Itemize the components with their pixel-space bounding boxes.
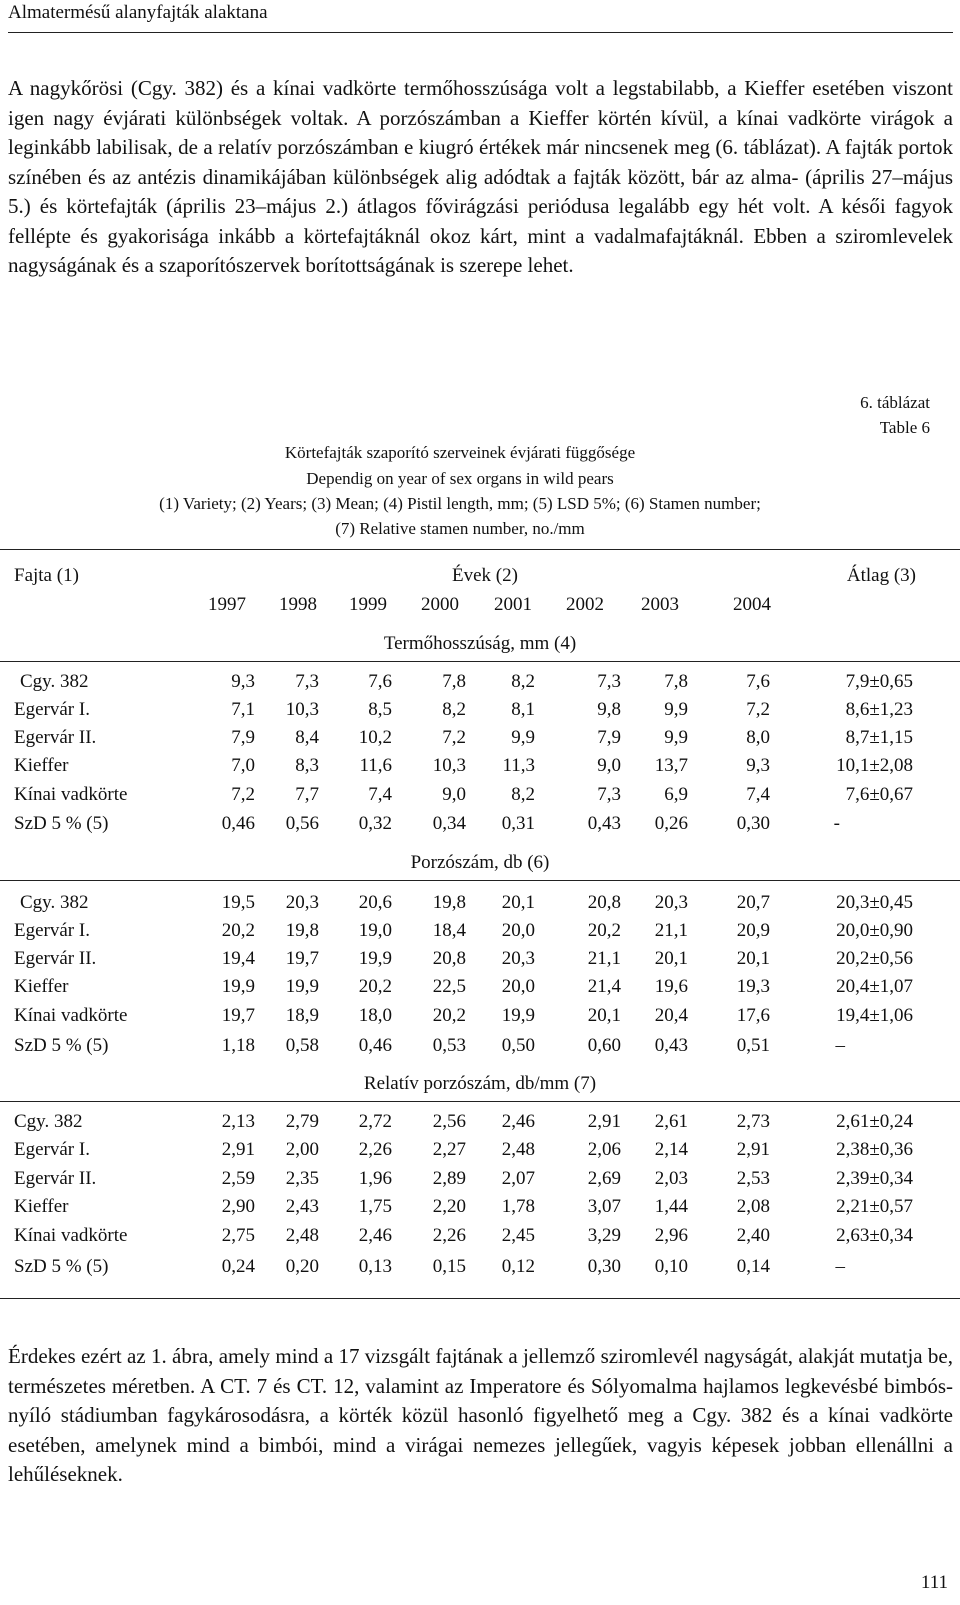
table-cell: 7,9 bbox=[597, 727, 621, 748]
table-cell: 9,9 bbox=[664, 699, 688, 720]
table-cell: 7,3 bbox=[597, 671, 621, 692]
row-label: Kieffer bbox=[14, 976, 69, 997]
table-cell: 3,29 bbox=[587, 1225, 621, 1246]
mean-cell: 19,4±1,06 bbox=[836, 1005, 913, 1026]
table-cell: 2,07 bbox=[501, 1168, 535, 1189]
year-header: 2004 bbox=[733, 594, 771, 615]
table-cell: 11,3 bbox=[502, 755, 535, 776]
table-cell: 20,9 bbox=[736, 920, 770, 941]
table-cell: 18,9 bbox=[285, 1005, 319, 1026]
table-cell: 2,26 bbox=[358, 1139, 392, 1160]
mean-cell: 8,7±1,15 bbox=[845, 727, 913, 748]
table-cell: 20,6 bbox=[358, 892, 392, 913]
table-cell: 6,9 bbox=[664, 784, 688, 805]
table-cell: 0,10 bbox=[654, 1256, 688, 1277]
row-label: Egervár II. bbox=[14, 1168, 97, 1189]
page-number: 111 bbox=[920, 1572, 948, 1593]
table-cell: 9,3 bbox=[746, 755, 770, 776]
table-cell: 9,0 bbox=[597, 755, 621, 776]
table-cell: 13,7 bbox=[654, 755, 688, 776]
table-cell: 2,46 bbox=[358, 1225, 392, 1246]
table-cell: 20,1 bbox=[587, 1005, 621, 1026]
table-cell: 20,2 bbox=[587, 920, 621, 941]
table-cell: 19,8 bbox=[432, 892, 466, 913]
row-label: Kieffer bbox=[14, 1196, 69, 1217]
table-cell: 8,4 bbox=[295, 727, 319, 748]
table-cell: 7,9 bbox=[231, 727, 255, 748]
table-cell: 7,1 bbox=[231, 699, 255, 720]
table-cell: 19,7 bbox=[221, 1005, 255, 1026]
table-cell: 1,78 bbox=[501, 1196, 535, 1217]
table-cell: 2,69 bbox=[587, 1168, 621, 1189]
table-cell: 1,75 bbox=[358, 1196, 392, 1217]
year-header: 2002 bbox=[566, 594, 604, 615]
table-cell: 0,15 bbox=[432, 1256, 466, 1277]
table-cell: 2,90 bbox=[221, 1196, 255, 1217]
table-cell: 2,56 bbox=[432, 1111, 466, 1132]
row-label: SzD 5 % (5) bbox=[14, 1256, 109, 1277]
table-cell: 8,1 bbox=[511, 699, 535, 720]
table-cell: 2,45 bbox=[501, 1225, 535, 1246]
table-cell: 2,26 bbox=[432, 1225, 466, 1246]
row-label: Egervár I. bbox=[14, 699, 90, 720]
mean-cell: 7,6±0,67 bbox=[845, 784, 913, 805]
table-cell: 7,2 bbox=[231, 784, 255, 805]
table-cell: 9,9 bbox=[511, 727, 535, 748]
table-cell: 2,72 bbox=[358, 1111, 392, 1132]
mean-cell: 2,39±0,34 bbox=[836, 1168, 913, 1189]
table-cell: 2,75 bbox=[221, 1225, 255, 1246]
table-bottom-rule bbox=[0, 1298, 960, 1299]
table-cell: 19,9 bbox=[358, 948, 392, 969]
table-cell: 0,20 bbox=[285, 1256, 319, 1277]
table-cell: 20,0 bbox=[501, 976, 535, 997]
table-cell: 0,53 bbox=[432, 1035, 466, 1056]
mean-cell: 20,4±1,07 bbox=[836, 976, 913, 997]
table-cell: 8,5 bbox=[368, 699, 392, 720]
table-cell: 2,40 bbox=[736, 1225, 770, 1246]
table-cell: 20,4 bbox=[654, 1005, 688, 1026]
row-label: SzD 5 % (5) bbox=[14, 813, 109, 834]
table-cell: 7,6 bbox=[746, 671, 770, 692]
table-cell: 2,96 bbox=[654, 1225, 688, 1246]
table-cell: 9,0 bbox=[442, 784, 466, 805]
table-cell: 0,60 bbox=[587, 1035, 621, 1056]
table-cell: 2,20 bbox=[432, 1196, 466, 1217]
table-cell: 1,18 bbox=[221, 1035, 255, 1056]
mean-cell: 20,0±0,90 bbox=[836, 920, 913, 941]
table-cell: 2,91 bbox=[221, 1139, 255, 1160]
table-cell: 2,00 bbox=[285, 1139, 319, 1160]
table-cell: 0,51 bbox=[736, 1035, 770, 1056]
table-cell: 0,14 bbox=[736, 1256, 770, 1277]
table-cell: 21,4 bbox=[587, 976, 621, 997]
table-cell: 2,91 bbox=[736, 1139, 770, 1160]
table-cell: 19,9 bbox=[285, 976, 319, 997]
table-cell: 0,50 bbox=[501, 1035, 535, 1056]
mean-cell: 20,2±0,56 bbox=[836, 948, 913, 969]
table-title-hu: Körtefajták szaporító szerveinek évjárati függősége bbox=[284, 443, 636, 462]
table-cell: 2,06 bbox=[587, 1139, 621, 1160]
table-cell: 2,61 bbox=[654, 1111, 688, 1132]
table-cell: 20,3 bbox=[654, 892, 688, 913]
table-cell: 0,56 bbox=[285, 813, 319, 834]
mean-cell: 2,21±0,57 bbox=[836, 1196, 913, 1217]
table-label-hu: 6. táblázat bbox=[860, 393, 930, 412]
table-cell: 8,2 bbox=[442, 699, 466, 720]
table-cell: 8,2 bbox=[511, 671, 535, 692]
table-cell: 8,2 bbox=[511, 784, 535, 805]
table-cell: 7,4 bbox=[746, 784, 770, 805]
year-header: 1999 bbox=[349, 594, 387, 615]
table-cell: 0,30 bbox=[587, 1256, 621, 1277]
table-cell: 2,43 bbox=[285, 1196, 319, 1217]
table-cell: 7,8 bbox=[442, 671, 466, 692]
paragraph-intro: A nagykőrösi (Cgy. 382) és a kínai vadkörte termőhosszúsága volt a legstabilabb, a Kieffer esetében viszont igen nagy évjárati különbségek voltak. A porzószámban a Kieffer körtén kívül, a kínai vadkörte virágok a leginkább labilisak, de a relatív porzószámban e kiugró értékek már nincsenek meg (6. táblázat). A fajták portok színében és az antézis dinamikájában különbségek alig adódtak a fajták között, bár az alma- (április 27–május 5.) és körtefajták (április 23–május 2.) átlagos fővirágzási periódusa legalább egy hét volt. A késői fagyok fellépte és gyakorisága inkább a körtefajtáknál okoz kárt, mint a vadalmafajtáknál. Ebben a sziromlevelek nagyságának és a szaporítószervek borítottságának is szerepe lehet. bbox=[8, 76, 953, 277]
table-cell: 0,46 bbox=[221, 813, 255, 834]
mean-cell: – bbox=[835, 1035, 845, 1056]
table-cell: 0,26 bbox=[654, 813, 688, 834]
table-cell: 19,7 bbox=[285, 948, 319, 969]
table-cell: 7,3 bbox=[295, 671, 319, 692]
row-label: Cgy. 382 bbox=[20, 892, 89, 913]
paragraph-closing: Érdekes ezért az 1. ábra, amely mind a 17 vizsgált fajtának a jellemző sziromlevél nagyságát, alakját mutatja be, természetes méretben. A CT. 7 és CT. 12, valamint az Imperatore és Sólyomalma hajlamos legkevésbé bimbós-nyíló stádiumban fagykárosodásra, a körték közül hasonló figyelhető meg a Cgy. 382 és a kínai vadkörte esetében, amelynek mind a bimbói, mind a virágai nemezes jellegűek, vagyis képesek jobban ellenállni a lehűléseknek. bbox=[8, 1344, 953, 1486]
year-header: 2001 bbox=[494, 594, 532, 615]
table-cell: 20,8 bbox=[587, 892, 621, 913]
section-title: Porzószám, db (6) bbox=[410, 852, 550, 873]
table-legend-line-2: (7) Relative stamen number, no./mm bbox=[335, 519, 585, 538]
table-cell: 0,13 bbox=[358, 1256, 392, 1277]
mean-cell: 20,3±0,45 bbox=[836, 892, 913, 913]
row-label: Egervár II. bbox=[14, 948, 97, 969]
row-label: Egervár I. bbox=[14, 1139, 90, 1160]
table-cell: 8,3 bbox=[295, 755, 319, 776]
table-cell: 11,6 bbox=[359, 755, 392, 776]
table-cell: 3,07 bbox=[587, 1196, 621, 1217]
table-cell: 20,1 bbox=[501, 892, 535, 913]
table-cell: 2,48 bbox=[501, 1139, 535, 1160]
row-label: Kínai vadkörte bbox=[14, 1225, 128, 1246]
table-cell: 17,6 bbox=[736, 1005, 770, 1026]
table-cell: 2,59 bbox=[221, 1168, 255, 1189]
col-header-mean: Átlag (3) bbox=[846, 565, 916, 586]
mean-cell: 2,61±0,24 bbox=[836, 1111, 913, 1132]
year-header: 2000 bbox=[421, 594, 459, 615]
table-cell: 2,27 bbox=[432, 1139, 466, 1160]
table-label-en: Table 6 bbox=[879, 418, 930, 437]
row-label: Kieffer bbox=[14, 755, 69, 776]
section-rule bbox=[0, 880, 960, 881]
table-cell: 18,4 bbox=[432, 920, 466, 941]
row-label: Kínai vadkörte bbox=[14, 784, 128, 805]
table-cell: 0,31 bbox=[501, 813, 535, 834]
table-cell: 0,43 bbox=[654, 1035, 688, 1056]
table-cell: 21,1 bbox=[654, 920, 688, 941]
table-cell: 20,2 bbox=[221, 920, 255, 941]
table-cell: 2,53 bbox=[736, 1168, 770, 1189]
table-cell: 18,0 bbox=[358, 1005, 392, 1026]
table-cell: 19,5 bbox=[221, 892, 255, 913]
table-cell: 7,7 bbox=[295, 784, 319, 805]
table-cell: 19,9 bbox=[221, 976, 255, 997]
table-cell: 9,9 bbox=[664, 727, 688, 748]
table-cell: 7,4 bbox=[368, 784, 392, 805]
table-cell: 22,5 bbox=[432, 976, 466, 997]
table-cell: 2,48 bbox=[285, 1225, 319, 1246]
mean-cell: 2,63±0,34 bbox=[836, 1225, 913, 1246]
mean-cell: 2,38±0,36 bbox=[836, 1139, 913, 1160]
table-cell: 0,30 bbox=[736, 813, 770, 834]
mean-cell: - bbox=[833, 813, 840, 834]
table-cell: 2,08 bbox=[736, 1196, 770, 1217]
table-cell: 19,3 bbox=[736, 976, 770, 997]
section-title: Relatív porzószám, db/mm (7) bbox=[363, 1073, 597, 1094]
table-cell: 20,0 bbox=[501, 920, 535, 941]
table-cell: 2,14 bbox=[654, 1139, 688, 1160]
table-cell: 2,13 bbox=[221, 1111, 255, 1132]
table-cell: 7,0 bbox=[231, 755, 255, 776]
mean-cell: – bbox=[835, 1256, 845, 1277]
table-cell: 0,34 bbox=[432, 813, 466, 834]
table-cell: 2,91 bbox=[587, 1111, 621, 1132]
table-cell: 7,6 bbox=[368, 671, 392, 692]
table-cell: 10,3 bbox=[432, 755, 466, 776]
table-cell: 1,44 bbox=[654, 1196, 688, 1217]
year-header: 1997 bbox=[208, 594, 246, 615]
table-cell: 19,9 bbox=[501, 1005, 535, 1026]
mean-cell: 7,9±0,65 bbox=[845, 671, 913, 692]
table-cell: 20,7 bbox=[736, 892, 770, 913]
table-cell: 20,1 bbox=[736, 948, 770, 969]
table-cell: 2,35 bbox=[285, 1168, 319, 1189]
table-cell: 21,1 bbox=[587, 948, 621, 969]
table-title-en: Dependig on year of sex organs in wild pears bbox=[306, 469, 614, 488]
table-cell: 7,2 bbox=[442, 727, 466, 748]
table-cell: 9,8 bbox=[597, 699, 621, 720]
mean-cell: 8,6±1,23 bbox=[845, 699, 913, 720]
table-cell: 2,73 bbox=[736, 1111, 770, 1132]
table-legend-line-1: (1) Variety; (2) Years; (3) Mean; (4) Pistil length, mm; (5) LSD 5%; (6) Stamen number; bbox=[159, 494, 761, 513]
table-cell: 20,8 bbox=[432, 948, 466, 969]
table-cell: 20,3 bbox=[501, 948, 535, 969]
col-header-variety: Fajta (1) bbox=[14, 565, 79, 586]
row-label: Cgy. 382 bbox=[20, 671, 89, 692]
table-cell: 7,3 bbox=[597, 784, 621, 805]
table-cell: 10,3 bbox=[285, 699, 319, 720]
table-cell: 0,43 bbox=[587, 813, 621, 834]
table-cell: 1,96 bbox=[358, 1168, 392, 1189]
table-cell: 20,2 bbox=[358, 976, 392, 997]
table-cell: 2,79 bbox=[285, 1111, 319, 1132]
row-label: SzD 5 % (5) bbox=[14, 1035, 109, 1056]
table-cell: 0,32 bbox=[358, 813, 392, 834]
table-cell: 20,2 bbox=[432, 1005, 466, 1026]
row-label: Egervár I. bbox=[14, 920, 90, 941]
table-cell: 0,12 bbox=[501, 1256, 535, 1277]
table-cell: 2,46 bbox=[501, 1111, 535, 1132]
table-cell: 8,0 bbox=[746, 727, 770, 748]
section-rule bbox=[0, 661, 960, 662]
table-cell: 20,1 bbox=[654, 948, 688, 969]
row-label: Kínai vadkörte bbox=[14, 1005, 128, 1026]
table-top-rule bbox=[0, 549, 960, 550]
row-label: Cgy. 382 bbox=[14, 1111, 83, 1132]
section-title: Termőhosszúság, mm (4) bbox=[383, 633, 577, 654]
year-header: 1998 bbox=[279, 594, 317, 615]
table-cell: 0,24 bbox=[221, 1256, 255, 1277]
table-cell: 2,89 bbox=[432, 1168, 466, 1189]
section-rule bbox=[0, 1101, 960, 1102]
mean-cell: 10,1±2,08 bbox=[836, 755, 913, 776]
table-cell: 2,03 bbox=[654, 1168, 688, 1189]
running-header: Almatermésű alanyfajták alaktana bbox=[8, 2, 953, 33]
table-cell: 20,3 bbox=[285, 892, 319, 913]
table-cell: 19,0 bbox=[358, 920, 392, 941]
table-cell: 0,58 bbox=[285, 1035, 319, 1056]
table-cell: 10,2 bbox=[358, 727, 392, 748]
table-cell: 0,46 bbox=[358, 1035, 392, 1056]
table-cell: 7,2 bbox=[746, 699, 770, 720]
table-cell: 19,8 bbox=[285, 920, 319, 941]
col-header-years: Évek (2) bbox=[452, 565, 518, 586]
year-header: 2003 bbox=[641, 594, 679, 615]
table-cell: 19,4 bbox=[221, 948, 255, 969]
row-label: Egervár II. bbox=[14, 727, 97, 748]
table-cell: 7,8 bbox=[664, 671, 688, 692]
table-cell: 9,3 bbox=[231, 671, 255, 692]
table-cell: 19,6 bbox=[654, 976, 688, 997]
